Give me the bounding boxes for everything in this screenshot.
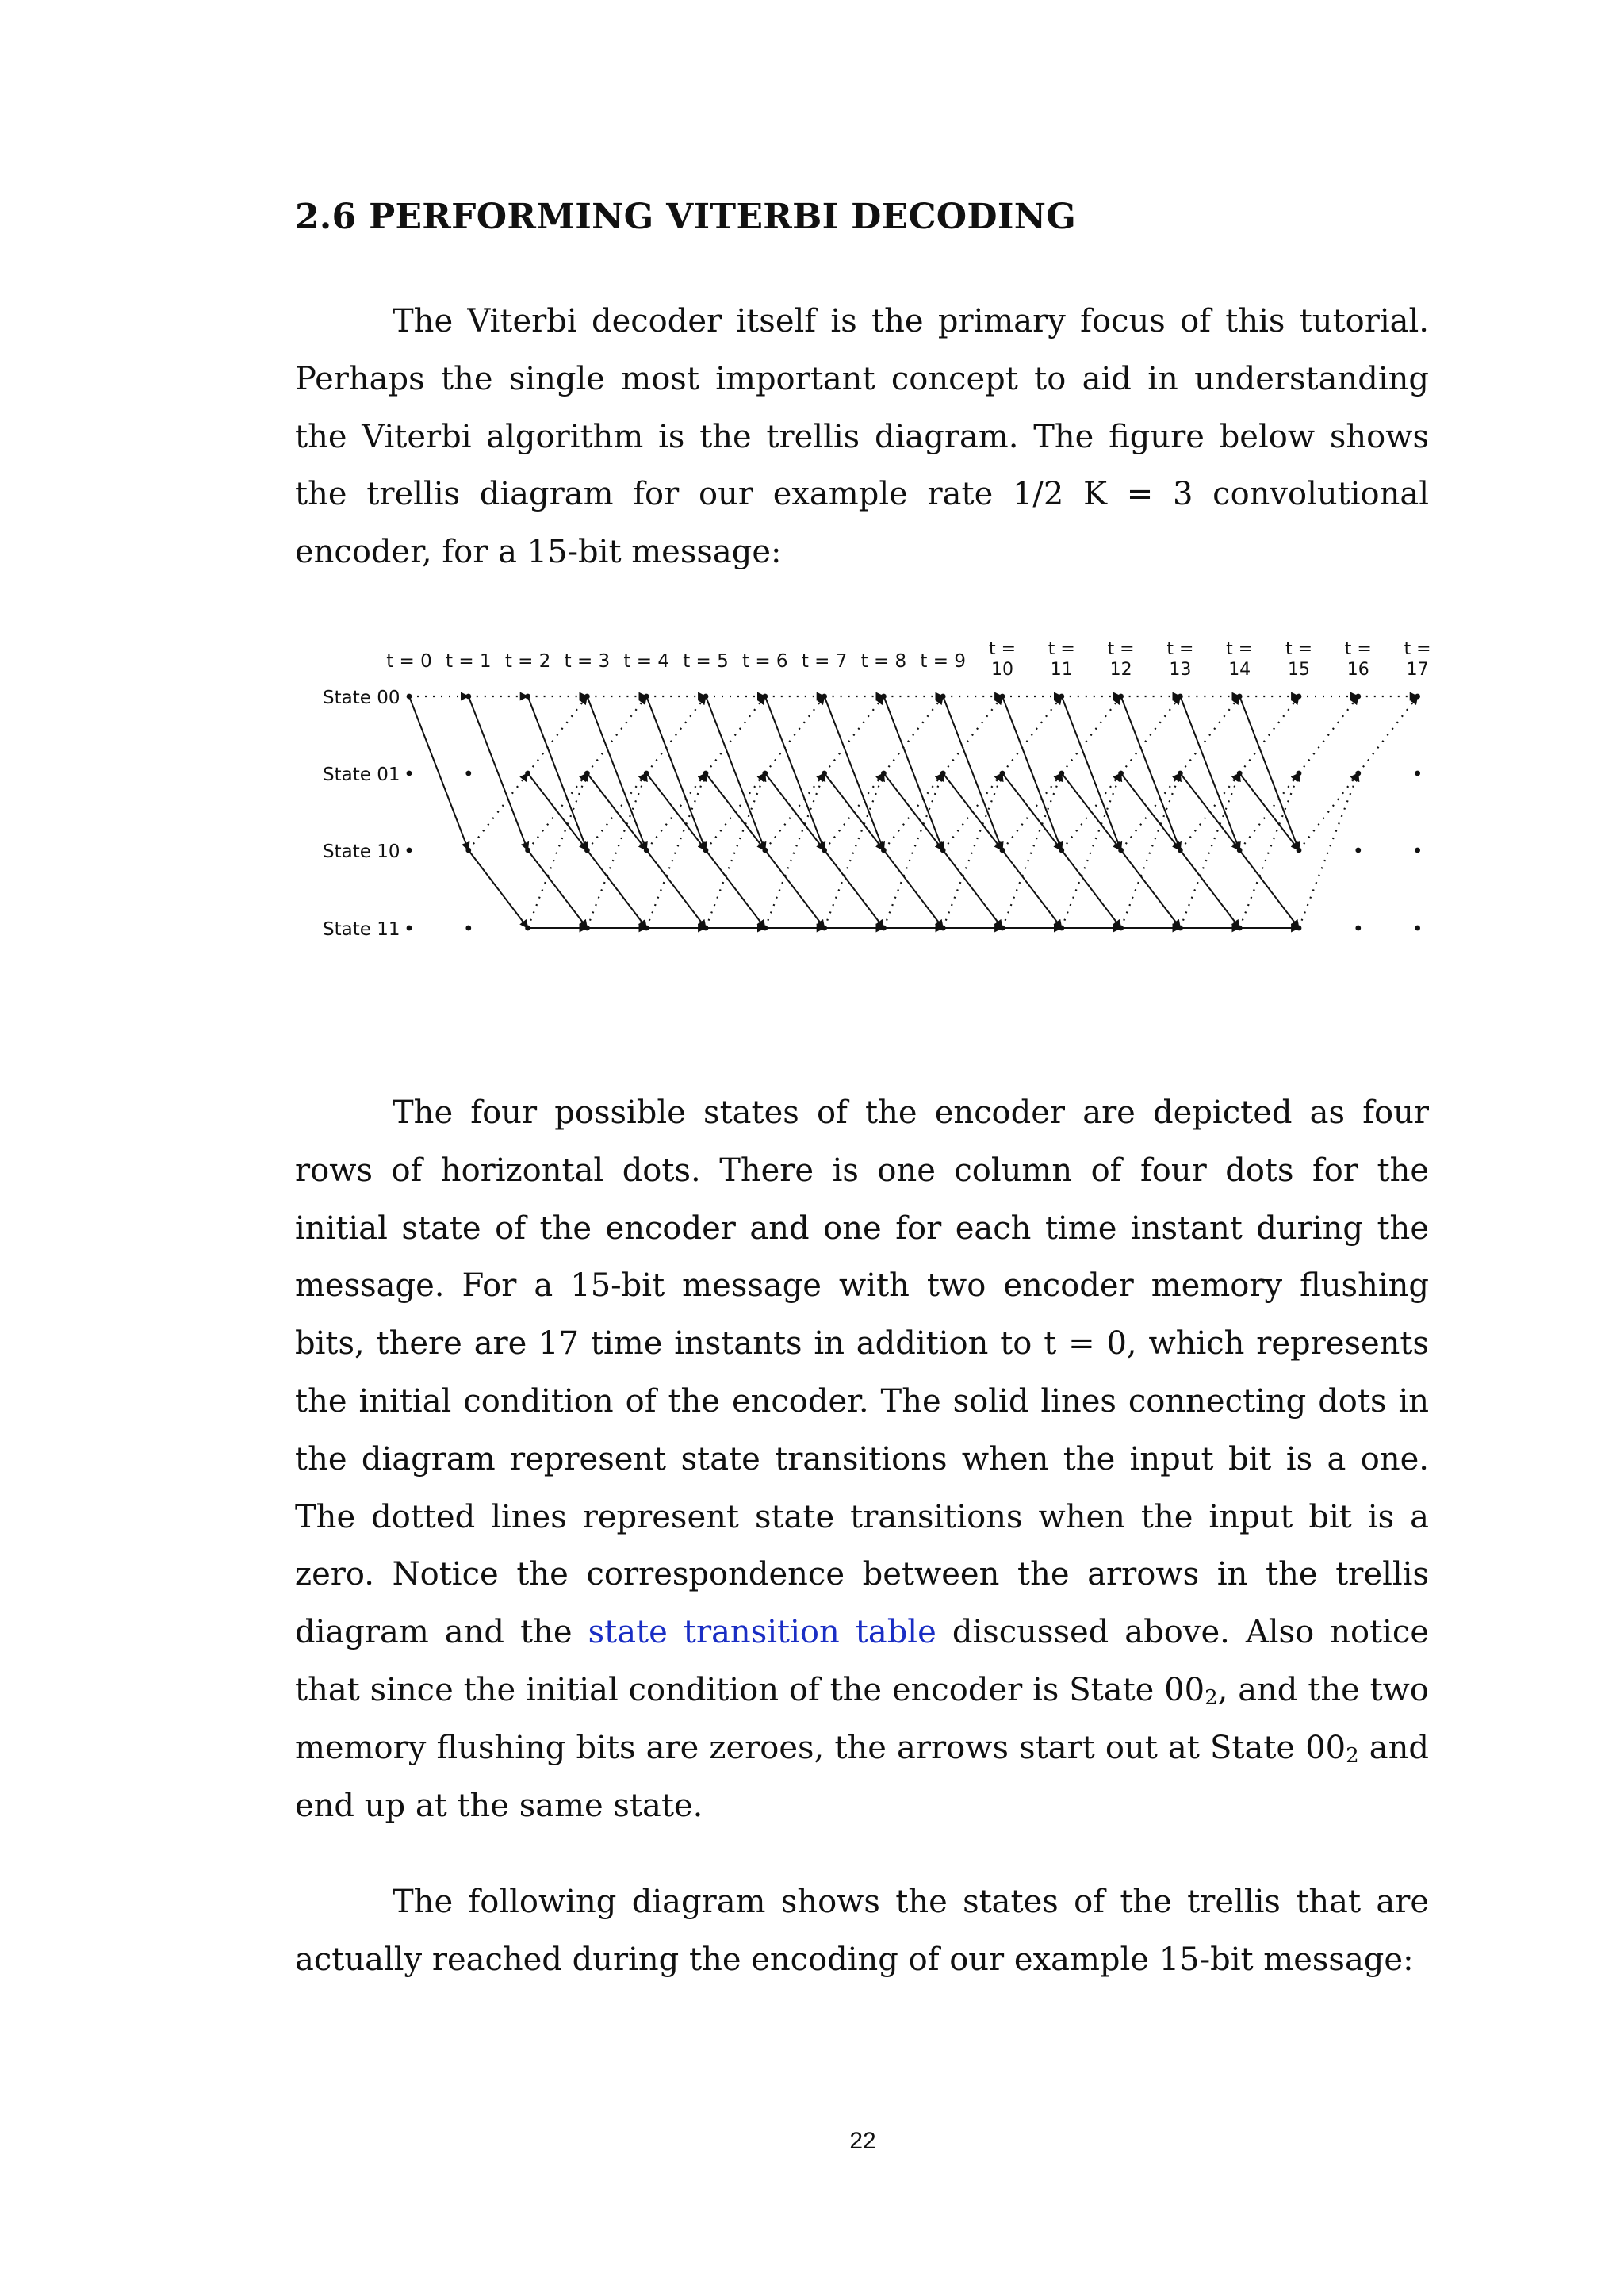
transition-input-one xyxy=(883,696,943,850)
transition-input-zero xyxy=(469,773,528,850)
state-dot xyxy=(1297,848,1302,853)
state-dot xyxy=(1237,771,1243,776)
transition-input-zero xyxy=(1002,773,1062,928)
state-label: State 10 xyxy=(323,841,400,862)
state-dot xyxy=(940,926,946,931)
transition-input-zero xyxy=(1062,773,1121,928)
states-text-1: The four possible states of the encoder are depicted as four rows of horizontal dots. There is one column of four dots for the initial state of the encoder and one for each time instant during the message. For a 15-bit message with two encoder memory flushing bits, there are 17 time instants in addition to t = 0, which represents the initial condition of the encoder. The solid lines connecting dots in the diagram represent state transitions when the input bit is a one. The dotted lines represent state transitions when the input bit is a zero. Notice the correspondence between the arrows in the trellis diagram and the xyxy=(295,1094,1429,1651)
subscript-base: 2 xyxy=(1346,1743,1359,1768)
transition-input-one xyxy=(587,850,646,928)
transition-input-one xyxy=(528,696,588,850)
state-dot xyxy=(1118,926,1124,931)
state-dot xyxy=(881,694,887,700)
transition-input-one xyxy=(765,850,825,928)
state-dot xyxy=(1297,771,1302,776)
time-label-top: t = xyxy=(1226,639,1254,659)
state-dot xyxy=(1415,694,1420,700)
transition-input-zero xyxy=(528,696,588,773)
transition-input-one xyxy=(883,850,943,928)
state-dot xyxy=(762,694,768,700)
transition-input-zero xyxy=(1299,696,1358,773)
state-transition-table-link[interactable]: state transition table xyxy=(588,1614,936,1651)
state-dot xyxy=(881,848,887,853)
time-label-bottom: 11 xyxy=(1050,660,1073,680)
transition-input-zero xyxy=(1299,773,1358,928)
states-text-2: discussed above. Also notice that since the initial condition of the encoder is State 00 xyxy=(295,1614,1430,1708)
state-dot xyxy=(1178,926,1183,931)
state-dot xyxy=(465,771,471,776)
state-dot xyxy=(407,848,412,853)
transition-input-one xyxy=(706,696,765,850)
transition-input-one xyxy=(943,850,1002,928)
state-dot xyxy=(525,771,530,776)
time-label-bottom: 10 xyxy=(991,660,1013,680)
state-dot xyxy=(1237,848,1243,853)
state-dot xyxy=(584,926,590,931)
transition-input-one xyxy=(1239,696,1299,850)
time-label-bottom: 16 xyxy=(1346,660,1369,680)
state-dot xyxy=(525,694,530,700)
transition-input-one xyxy=(409,696,469,850)
state-dot xyxy=(1355,926,1361,931)
transition-input-one xyxy=(706,850,765,928)
state-dot xyxy=(822,771,827,776)
transition-input-zero xyxy=(528,773,588,928)
transition-input-one xyxy=(469,850,528,928)
state-dot xyxy=(881,926,887,931)
time-label: t = 0 xyxy=(386,651,432,672)
transition-input-zero xyxy=(1002,696,1062,773)
time-label-top: t = xyxy=(1285,639,1313,659)
time-label: t = 1 xyxy=(446,651,492,672)
transition-input-zero xyxy=(646,696,706,773)
transition-input-zero xyxy=(706,696,765,773)
page-number: 22 xyxy=(849,2128,876,2154)
state-dot xyxy=(1059,771,1064,776)
state-dot xyxy=(940,848,946,853)
transition-input-one xyxy=(587,696,646,850)
state-dot xyxy=(1000,848,1005,853)
state-dot xyxy=(1059,848,1064,853)
state-dot xyxy=(584,694,590,700)
transition-input-one xyxy=(825,850,884,928)
transition-input-zero xyxy=(943,773,1002,928)
transition-input-zero xyxy=(883,696,943,773)
time-label: t = 6 xyxy=(742,651,788,672)
state-dot xyxy=(822,926,827,931)
state-dot xyxy=(1118,771,1124,776)
state-dot xyxy=(1178,771,1183,776)
state-dot xyxy=(703,694,709,700)
time-label-top: t = xyxy=(988,639,1017,659)
state-dot xyxy=(940,771,946,776)
transition-input-one xyxy=(765,696,825,850)
transition-input-one xyxy=(943,696,1002,850)
states-text-4: and end up at the same state. xyxy=(295,1729,1429,1824)
subscript-base: 2 xyxy=(1205,1685,1218,1710)
time-label-top: t = xyxy=(1107,639,1135,659)
following-diagram-paragraph: The following diagram shows the states of the trellis that are actually reached during the encoding of our example 15-bit message: xyxy=(295,1884,1429,1978)
transition-input-one xyxy=(1002,696,1062,850)
state-dot xyxy=(584,771,590,776)
state-dot xyxy=(1000,694,1005,700)
time-label: t = 2 xyxy=(504,651,551,672)
trellis-diagram xyxy=(295,623,1437,956)
state-dot xyxy=(762,771,768,776)
transition-input-zero xyxy=(825,696,884,773)
time-label: t = 8 xyxy=(860,651,907,672)
transition-input-zero xyxy=(1358,696,1418,773)
state-label: State 00 xyxy=(323,688,400,708)
transition-input-one xyxy=(1062,696,1121,850)
state-dot xyxy=(822,694,827,700)
state-dot xyxy=(1355,771,1361,776)
state-dot xyxy=(1118,848,1124,853)
state-dot xyxy=(1415,771,1420,776)
state-dot xyxy=(940,694,946,700)
transition-input-zero xyxy=(1121,696,1181,773)
state-label: State 11 xyxy=(323,919,400,940)
time-label-bottom: 12 xyxy=(1109,660,1132,680)
transition-input-one xyxy=(1180,696,1239,850)
transition-input-zero xyxy=(765,773,825,928)
state-dot xyxy=(525,848,530,853)
state-dot xyxy=(465,926,471,931)
state-dot xyxy=(1415,848,1420,853)
transition-input-one xyxy=(646,696,706,850)
state-dot xyxy=(465,848,471,853)
time-label-bottom: 13 xyxy=(1169,660,1192,680)
time-label-top: t = xyxy=(1344,639,1372,659)
transition-input-one xyxy=(1121,850,1181,928)
transition-input-zero xyxy=(587,696,646,773)
state-dot xyxy=(1059,694,1064,700)
transition-input-zero xyxy=(943,696,1002,773)
transition-input-zero xyxy=(1180,696,1239,773)
transition-input-one xyxy=(1239,850,1299,928)
transition-input-zero xyxy=(706,773,765,928)
state-dot xyxy=(407,771,412,776)
transition-input-one xyxy=(1002,850,1062,928)
state-dot xyxy=(1000,926,1005,931)
transition-input-one xyxy=(825,696,884,850)
time-label-top: t = xyxy=(1048,639,1075,659)
state-dot xyxy=(881,771,887,776)
time-label: t = 3 xyxy=(564,651,611,672)
state-dot xyxy=(644,694,649,700)
transition-input-zero xyxy=(765,696,825,773)
time-label: t = 4 xyxy=(623,651,669,672)
state-dot xyxy=(1355,694,1361,700)
state-dot xyxy=(1415,926,1420,931)
time-label-bottom: 15 xyxy=(1288,660,1310,680)
time-label: t = 7 xyxy=(801,651,848,672)
transition-input-zero xyxy=(825,773,884,928)
states-text-3: , and the two memory flushing bits are zeroes, the arrows start out at State 00 xyxy=(295,1671,1430,1766)
state-dot xyxy=(762,848,768,853)
state-dot xyxy=(703,926,709,931)
state-dot xyxy=(1237,694,1243,700)
transition-input-one xyxy=(1062,850,1121,928)
transition-input-one xyxy=(646,850,706,928)
state-dot xyxy=(703,848,709,853)
state-dot xyxy=(644,771,649,776)
transition-input-zero xyxy=(1180,773,1239,928)
intro-paragraph: The Viterbi decoder itself is the primary focus of this tutorial. Perhaps the single most important concept to aid in understanding the Viterbi algorithm is the trellis diagram. The figure below shows the trellis diagram for our example rate 1/2 K = 3 convolutional encoder, for a 15-bit message: xyxy=(295,303,1429,571)
transition-input-one xyxy=(1121,696,1181,850)
time-label: t = 9 xyxy=(920,651,966,672)
state-dot xyxy=(1297,694,1302,700)
state-dot xyxy=(1118,694,1124,700)
state-dot xyxy=(1178,848,1183,853)
transition-input-zero xyxy=(1239,773,1299,928)
transition-input-zero xyxy=(1299,773,1358,850)
state-dot xyxy=(584,848,590,853)
state-dot xyxy=(703,771,709,776)
transition-input-zero xyxy=(1239,696,1299,773)
time-label-top: t = xyxy=(1404,639,1431,659)
state-dot xyxy=(644,848,649,853)
time-label-top: t = xyxy=(1166,639,1194,659)
transition-input-one xyxy=(469,696,528,850)
state-dot xyxy=(644,926,649,931)
state-dot xyxy=(407,926,412,931)
transition-input-zero xyxy=(646,773,706,928)
state-dot xyxy=(1237,926,1243,931)
transition-input-zero xyxy=(1121,773,1181,928)
state-dot xyxy=(1297,926,1302,931)
states-paragraph xyxy=(295,1084,1429,1834)
state-dot xyxy=(465,694,471,700)
state-dot xyxy=(525,926,530,931)
state-dot xyxy=(822,848,827,853)
transition-input-one xyxy=(528,850,588,928)
state-dot xyxy=(1178,694,1183,700)
state-dot xyxy=(407,694,412,700)
time-label-bottom: 17 xyxy=(1406,660,1429,680)
transition-input-zero xyxy=(587,773,646,928)
state-label: State 01 xyxy=(323,765,400,785)
time-label-bottom: 14 xyxy=(1228,660,1251,680)
state-dot xyxy=(1000,771,1005,776)
transition-input-zero xyxy=(1062,696,1121,773)
state-dot xyxy=(1355,848,1361,853)
transition-input-one xyxy=(1180,850,1239,928)
transition-input-zero xyxy=(883,773,943,928)
state-dot xyxy=(762,926,768,931)
section-heading: 2.6 PERFORMING VITERBI DECODING xyxy=(295,197,1077,237)
time-label: t = 5 xyxy=(683,651,729,672)
state-dot xyxy=(1059,926,1064,931)
